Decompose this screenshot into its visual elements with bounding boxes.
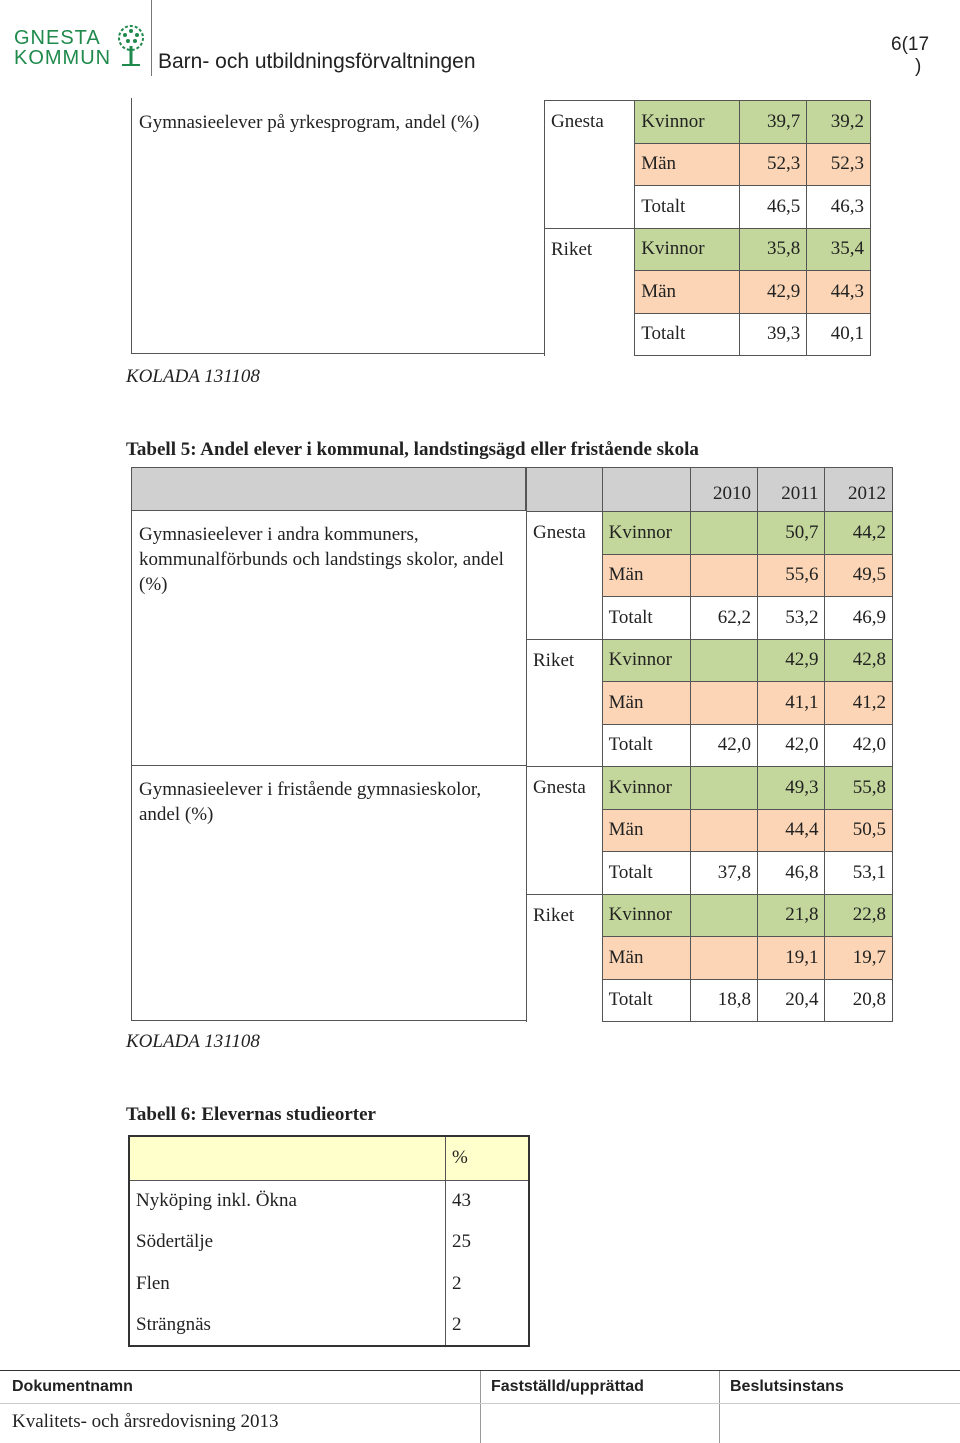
value-cell: 40,1: [807, 313, 871, 356]
value-cell: 41,1: [758, 682, 825, 725]
table-row: [527, 597, 893, 640]
table-row: [527, 894, 893, 937]
footer-document-name: Kvalitets- och årsredovisning 2013: [12, 1411, 279, 1432]
value-cell: 46,5: [739, 186, 806, 229]
value-cell: 42,9: [739, 271, 806, 314]
table-row: [545, 101, 871, 144]
region-cell: [527, 809, 603, 852]
table4-label-box: [131, 98, 545, 354]
region-cell: Gnesta: [527, 767, 603, 810]
value-cell: 35,4: [807, 228, 871, 271]
table-row: [527, 554, 893, 597]
table6: [128, 1135, 530, 1347]
region-cell: [527, 682, 603, 725]
table5-group2-label: Gymnasieelever i fristående gymnasieskolor, andel (%): [139, 779, 482, 825]
place-cell: Strängnäs: [129, 1305, 446, 1347]
year-header: 2011: [758, 468, 825, 512]
table-row: [527, 852, 893, 895]
table-row: [129, 1263, 529, 1305]
sex-cell: Totalt: [635, 186, 740, 229]
table6-title: Tabell 6: Elevernas studieorter: [126, 1104, 376, 1125]
value-cell: [690, 767, 757, 810]
footer-label-document: Dokumentnamn: [12, 1378, 133, 1395]
table-row: [527, 682, 893, 725]
sex-cell: Kvinnor: [602, 639, 690, 682]
value-cell: 42,9: [758, 639, 825, 682]
region-cell: [527, 554, 603, 597]
table-row: [129, 1180, 529, 1222]
pct-cell: 43: [452, 1190, 472, 1211]
sex-cell: Kvinnor: [602, 894, 690, 937]
value-cell: 49,5: [825, 554, 893, 597]
sex-cell: Totalt: [602, 979, 690, 1022]
value-cell: 50,7: [758, 512, 825, 555]
table-row: [545, 186, 871, 229]
value-cell: 42,0: [690, 724, 757, 767]
sex-cell: Totalt: [602, 724, 690, 767]
table-row: [545, 271, 871, 314]
table-row: [527, 979, 893, 1022]
region-cell: Gnesta: [527, 512, 603, 555]
table-row: [129, 1305, 529, 1347]
value-cell: 19,1: [758, 937, 825, 980]
region-cell: Riket: [527, 894, 603, 937]
table-row: [545, 228, 871, 271]
place-cell: Södertälje: [129, 1222, 446, 1264]
value-cell: 35,8: [739, 228, 806, 271]
tree-icon: [114, 24, 148, 68]
sex-cell: Kvinnor: [635, 101, 740, 144]
header-divider: [151, 0, 152, 76]
year-header: 2010: [690, 468, 757, 512]
table4: [544, 100, 871, 356]
region-cell: [545, 271, 635, 314]
value-cell: [690, 512, 757, 555]
place-cell: Nyköping inkl. Ökna: [129, 1180, 446, 1222]
department-name: Barn- och utbildningsförvaltningen: [158, 50, 476, 73]
table5-source: KOLADA 131108: [126, 1031, 260, 1052]
table4-source: KOLADA 131108: [126, 366, 260, 387]
sex-cell: Kvinnor: [602, 767, 690, 810]
value-cell: 52,3: [739, 143, 806, 186]
value-cell: 44,4: [758, 809, 825, 852]
value-cell: 20,8: [825, 979, 893, 1022]
pct-cell: 2: [452, 1313, 462, 1335]
value-cell: 41,2: [825, 682, 893, 725]
value-cell: 46,8: [758, 852, 825, 895]
table5-header-row: [527, 468, 893, 512]
value-cell: 39,2: [807, 101, 871, 144]
region-cell: [527, 979, 603, 1022]
sex-cell: Män: [602, 937, 690, 980]
value-cell: 20,4: [758, 979, 825, 1022]
table5: [526, 467, 893, 1022]
value-cell: [690, 682, 757, 725]
value-cell: 37,8: [690, 852, 757, 895]
pct-cell: 25: [452, 1231, 472, 1253]
region-cell: Riket: [527, 639, 603, 682]
value-cell: 49,3: [758, 767, 825, 810]
value-cell: 39,3: [739, 313, 806, 356]
value-cell: 19,7: [825, 937, 893, 980]
value-cell: 42,8: [825, 639, 893, 682]
footer-label-established: Fastställd/upprättad: [491, 1378, 644, 1395]
region-cell: Riket: [545, 228, 635, 271]
logo-text-line1: GNESTA: [14, 27, 101, 49]
year-header: 2012: [825, 468, 893, 512]
table-row: [527, 724, 893, 767]
footer-divider-h: [0, 1403, 960, 1404]
value-cell: 53,1: [825, 852, 893, 895]
region-cell: [527, 597, 603, 640]
region-cell: [545, 313, 635, 356]
sex-cell: Totalt: [602, 852, 690, 895]
table-row: [129, 1222, 529, 1264]
value-cell: 46,9: [825, 597, 893, 640]
sex-cell: Totalt: [602, 597, 690, 640]
place-cell: Flen: [129, 1263, 446, 1305]
sex-cell: Kvinnor: [602, 512, 690, 555]
region-cell: [545, 143, 635, 186]
table5-title: Tabell 5: Andel elever i kommunal, landstingsägd eller fristående skola: [126, 439, 699, 460]
footer-label-authority: Beslutsinstans: [730, 1378, 844, 1395]
sex-cell: Kvinnor: [635, 228, 740, 271]
table-row: [527, 639, 893, 682]
sex-cell: Män: [602, 809, 690, 852]
page-number: 6(17: [891, 34, 930, 55]
sex-cell: Män: [602, 554, 690, 597]
region-cell: Gnesta: [545, 101, 635, 144]
logo-text-line2: KOMMUN: [14, 47, 112, 69]
sex-cell: Män: [602, 682, 690, 725]
table4-label: Gymnasieelever på yrkesprogram, andel (%): [139, 112, 480, 133]
value-cell: 22,8: [825, 894, 893, 937]
footer-divider-2: [719, 1371, 720, 1443]
table6-header-empty: [129, 1136, 446, 1180]
value-cell: 53,2: [758, 597, 825, 640]
value-cell: 42,0: [825, 724, 893, 767]
table-row: [527, 809, 893, 852]
table5-header-left: [131, 467, 526, 511]
value-cell: [690, 639, 757, 682]
value-cell: 55,8: [825, 767, 893, 810]
value-cell: [690, 894, 757, 937]
page-number-close: ): [915, 56, 922, 77]
sex-cell: Män: [635, 143, 740, 186]
region-cell: [545, 186, 635, 229]
value-cell: 55,6: [758, 554, 825, 597]
value-cell: 52,3: [807, 143, 871, 186]
table-row: [545, 313, 871, 356]
value-cell: 44,2: [825, 512, 893, 555]
value-cell: 39,7: [739, 101, 806, 144]
table6-header-pct: %: [446, 1136, 529, 1180]
region-cell: [527, 724, 603, 767]
pct-cell: 2: [452, 1272, 462, 1294]
gnesta-logo: [14, 26, 144, 70]
sex-cell: Totalt: [635, 313, 740, 356]
value-cell: 42,0: [758, 724, 825, 767]
footer: [0, 1370, 960, 1442]
table-row: [527, 512, 893, 555]
table-row: [527, 937, 893, 980]
value-cell: 62,2: [690, 597, 757, 640]
header-empty: [602, 468, 690, 512]
value-cell: [690, 809, 757, 852]
sex-cell: Män: [635, 271, 740, 314]
value-cell: 21,8: [758, 894, 825, 937]
value-cell: 50,5: [825, 809, 893, 852]
value-cell: [690, 937, 757, 980]
region-cell: [527, 852, 603, 895]
value-cell: [690, 554, 757, 597]
value-cell: 46,3: [807, 186, 871, 229]
footer-divider-1: [480, 1371, 481, 1443]
value-cell: 18,8: [690, 979, 757, 1022]
table-row: [545, 143, 871, 186]
value-cell: 44,3: [807, 271, 871, 314]
region-cell: [527, 937, 603, 980]
table5-group1-label: Gymnasieelever i andra kommuners, kommunalförbunds och landstings skolor, andel (%): [139, 524, 504, 595]
table-row: [527, 767, 893, 810]
header-empty: [527, 468, 603, 512]
